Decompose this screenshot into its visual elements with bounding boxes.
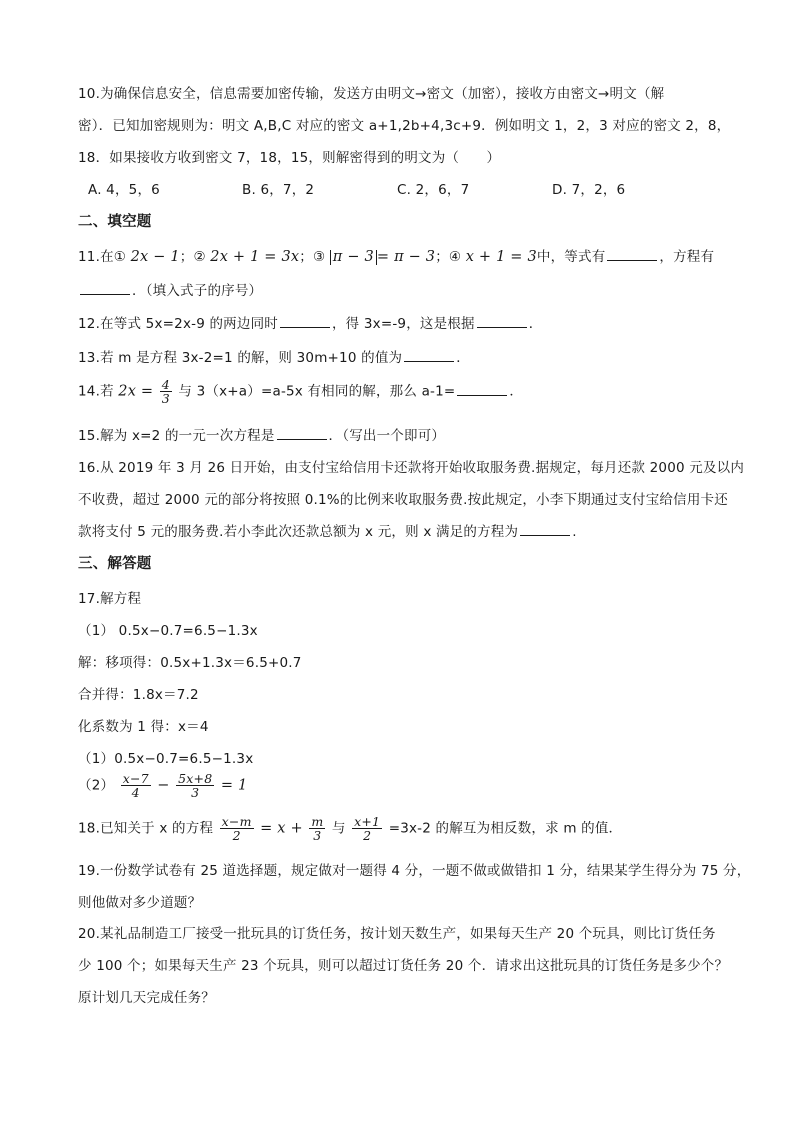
- q18-mid: = x +: [260, 820, 303, 837]
- q19-line-1: 19.一份数学试卷有 25 道选择题，规定做对一题得 4 分，一题不做或做错扣 1 分，结果某学生得分为 75 分，: [78, 863, 751, 879]
- q11-expr-3-abs: π − 3: [330, 250, 377, 265]
- q14-eq-lhs: 2x =: [118, 383, 154, 400]
- q10-option-c: C. 2，6，7: [397, 182, 470, 198]
- q10-options: [88, 178, 728, 198]
- q17-frac1-num: x−7: [122, 771, 149, 786]
- q17-eq-end: = 1: [220, 777, 248, 794]
- q18-frac1-num: x−m: [221, 814, 252, 829]
- q18-fraction-1: [220, 815, 254, 842]
- q11-blank-1[interactable]: [607, 248, 657, 261]
- q16-line-3: [78, 520, 577, 540]
- q11-sep-2: ；③: [299, 249, 326, 265]
- q11-expr-3-rest: = π − 3: [376, 249, 436, 265]
- q19-line-2: 则他做对多少道题？: [78, 895, 202, 911]
- q16-blank[interactable]: [520, 523, 570, 536]
- q17-frac2-den: 3: [191, 785, 200, 800]
- q18-frac2-den: 3: [313, 828, 322, 843]
- q15-text-b: ．（写出一个即可）: [328, 428, 446, 444]
- q14-frac-num: 4: [161, 377, 170, 392]
- q12-text-b: ，得 3x=-9，这是根据: [331, 316, 475, 332]
- q14-text-b: 与 3（x+a）=a-5x 有相同的解，那么 a-1=: [178, 383, 456, 400]
- q20-line-1: 20.某礼品制造工厂接受一批玩具的订货任务，按计划天数生产，如果每天生产 20 个玩具，则比订货任务: [78, 926, 716, 942]
- q11-sep-3: ；④: [435, 249, 462, 265]
- q13-blank[interactable]: [404, 349, 454, 362]
- q18-frac2-num: m: [311, 814, 324, 829]
- q17-line-3: 合并得：1.8x＝7.2: [78, 687, 199, 703]
- q11-sep-1: ；②: [179, 249, 206, 265]
- q10-line-2: 密）．已知加密规则为：明文 A,B,C 对应的密文 a+1,2b+4,3c+9．例如明文 1，2，3 对应的密文 2，8，: [78, 118, 731, 134]
- q14-frac-den: 3: [161, 391, 170, 406]
- q20-line-3: 原计划几天完成任务？: [78, 990, 215, 1006]
- q17-line-1: （1） 0.5x−0.7=6.5−1.3x: [78, 623, 258, 639]
- q18-fraction-3: [352, 815, 382, 842]
- q15-text-a: 15.解为 x=2 的一元一次方程是: [78, 428, 275, 444]
- q16-line-1: 16.从 2019 年 3 月 26 日开始，由支付宝给信用卡还款将开始收取服务费.据规定，每月还款 2000 元及以内: [78, 460, 745, 476]
- q10-line-1: 10.为确保信息安全，信息需要加密传输，发送方由明文→密文（加密），接收方由密文→明文（解: [78, 86, 665, 102]
- section-heading-solve: 三、解答题: [78, 556, 152, 572]
- q17-line-6: [78, 772, 247, 799]
- q17-part2-label: （2）: [78, 777, 115, 794]
- q14-fraction: [160, 378, 172, 405]
- q14: [78, 378, 523, 405]
- q11-line-2: [78, 279, 262, 299]
- q11-expr-1: 2x − 1: [130, 249, 180, 265]
- q18-frac3-num: x+1: [354, 814, 381, 829]
- q12-text-a: 12.在等式 5x=2x-9 的两边同时: [78, 316, 278, 332]
- q10-option-d: D. 7，2，6: [552, 182, 626, 198]
- q17-frac2-num: 5x+8: [178, 771, 213, 786]
- q18-frac1-den: 2: [232, 828, 241, 843]
- q15: [78, 424, 445, 444]
- q17-minus: −: [157, 777, 170, 794]
- q17-line-2: 解：移项得：0.5x+1.3x＝6.5+0.7: [78, 655, 302, 671]
- q13: [78, 346, 470, 366]
- q16-text: 款将支付 5 元的服务费.若小李此次还款总额为 x 元，则 x 满足的方程为: [78, 524, 519, 540]
- q16-end: .: [572, 524, 577, 540]
- q11-line-1: [78, 245, 714, 265]
- q11-mid: 中，等式有: [536, 249, 606, 265]
- q10-option-a: A. 4，5，6: [88, 182, 160, 198]
- q11-mid-2: ，方程有: [659, 249, 715, 265]
- q11-expr-4: x + 1 = 3: [465, 249, 537, 265]
- q15-blank[interactable]: [277, 427, 327, 440]
- q14-text-a: 14.若: [78, 383, 114, 400]
- q18-fraction-2: [309, 815, 325, 842]
- q18-yu: 与: [331, 820, 346, 837]
- q11-blank-2[interactable]: [80, 282, 130, 295]
- section-heading-fill-blank: 二、填空题: [78, 214, 152, 230]
- q12-text-c: ．: [528, 316, 543, 332]
- q14-text-c: ．: [509, 383, 524, 400]
- q17-fraction-1: [121, 772, 151, 799]
- q10-option-b: B. 6，7，2: [242, 182, 315, 198]
- q11-note: ．（填入式子的序号）: [132, 283, 263, 299]
- q10-line-3: 18．如果接收方收到密文 7，18，15，则解密得到的明文为（ ）: [78, 150, 501, 166]
- q17-line-5: （1）0.5x−0.7=6.5−1.3x: [78, 751, 254, 767]
- q12: [78, 312, 542, 332]
- q17-frac1-den: 4: [131, 785, 140, 800]
- q14-blank[interactable]: [457, 383, 507, 396]
- q12-blank-1[interactable]: [280, 315, 330, 328]
- q17-title: 17.解方程: [78, 591, 142, 607]
- q18-text-b: =3x-2 的解互为相反数，求 m 的值．: [388, 820, 623, 837]
- q18: [78, 815, 622, 842]
- q20-line-2: 少 100 个；如果每天生产 23 个玩具，则可以超过订货任务 20 个．请求出这批玩具的订货任务是多少个？: [78, 958, 729, 974]
- q18-text-a: 18.已知关于 x 的方程: [78, 820, 214, 837]
- q17-fraction-2: [176, 772, 214, 799]
- q11-prefix: 11.在①: [78, 249, 127, 265]
- q16-line-2: 不收费，超过 2000 元的部分将按照 0.1%的比例来收取服务费.按此规定，小李下期通过支付宝给信用卡还: [78, 492, 728, 508]
- q13-text-a: 13.若 m 是方程 3x-2=1 的解，则 30m+10 的值为: [78, 350, 403, 366]
- q12-blank-2[interactable]: [477, 315, 527, 328]
- q11-expr-2: 2x + 1 = 3x: [210, 249, 300, 265]
- q18-frac3-den: 2: [363, 828, 372, 843]
- q13-text-b: ．: [456, 350, 470, 366]
- q17-line-4: 化系数为 1 得：x＝4: [78, 719, 209, 735]
